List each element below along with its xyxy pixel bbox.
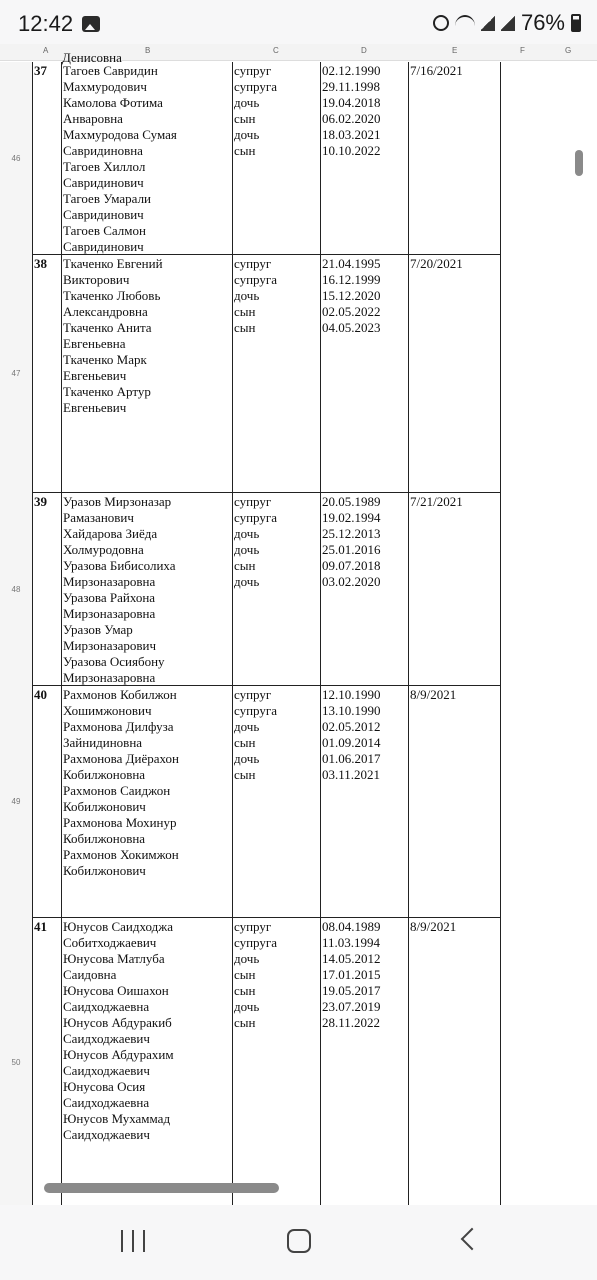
cell-border: [500, 686, 501, 918]
cell-border: [408, 493, 409, 686]
cell-border: [232, 62, 233, 255]
cell-border: [61, 255, 62, 493]
cell-border: [320, 493, 321, 686]
cell-border: [232, 255, 233, 493]
table-row[interactable]: [32, 493, 501, 686]
date-cell[interactable]: 8/9/2021: [410, 919, 457, 934]
column-header-b[interactable]: B: [145, 46, 151, 55]
record-number[interactable]: 39: [34, 494, 47, 509]
record-number[interactable]: 40: [34, 687, 47, 702]
cell-border: [61, 62, 62, 255]
vertical-scrollbar[interactable]: [575, 150, 583, 176]
recent-apps-icon[interactable]: [121, 1230, 145, 1252]
column-header-c[interactable]: C: [273, 46, 279, 55]
horizontal-scrollbar[interactable]: [44, 1183, 279, 1193]
cell-border: [32, 493, 33, 686]
date-cell[interactable]: 7/16/2021: [410, 63, 463, 78]
cell-border: [32, 255, 33, 493]
cell-border: [320, 62, 321, 255]
record-number[interactable]: 41: [34, 919, 47, 934]
relations-cell[interactable]: супруг супруга дочь сын сын дочь сын: [234, 919, 277, 1030]
home-icon[interactable]: [287, 1229, 311, 1253]
relations-cell[interactable]: супруг супруга дочь сын сын: [234, 256, 277, 335]
signal-icon: [481, 15, 495, 31]
column-header-f[interactable]: F: [520, 46, 525, 55]
spreadsheet-grid[interactable]: [0, 50, 597, 1205]
column-header-g[interactable]: G: [565, 46, 572, 55]
cell-border: [32, 62, 33, 255]
cell-border: [61, 918, 62, 1208]
birthdates-cell[interactable]: 21.04.1995 16.12.1999 15.12.2020 02.05.2022 04.05.2023: [322, 256, 381, 335]
relations-cell[interactable]: супруг супруга дочь дочь сын дочь: [234, 494, 277, 589]
names-cell[interactable]: Тагоев Савридин Махмуродович Камолова Фотима Анваровна Махмуродова Сумая Савридиновна Тагоев Хиллол Савридинович Тагоев Умарали Савридинович Тагоев Салмон Савридинович: [63, 63, 177, 254]
names-cell[interactable]: Юнусов Саидходжа Собитходжаевич Юнусова Матлуба Саидовна Юнусова Оишахон Саидходжаевна Юнусов Абдуракиб Саидходжаевич Юнусов Абдурахим Саидходжаевич Юнусова Осия Саидходжаевна Юнусов Мухаммад Саидходжаевич: [63, 919, 174, 1142]
cell-border: [320, 918, 321, 1208]
row-number[interactable]: 46: [11, 153, 21, 163]
cell-border: [61, 493, 62, 686]
birthdates-cell[interactable]: 12.10.1990 13.10.1990 02.05.2012 01.09.2014 01.06.2017 03.11.2021: [322, 687, 381, 782]
names-cell[interactable]: Рахмонов Кобилжон Хошимжонович Рахмонова Дилфуза Зайнидиновна Рахмонова Диёрахон Кобилжоновна Рахмонов Саиджон Кобилжонович Рахмонова Мохинур Кобилжоновна Рахмонов Хокимжон Кобилжонович: [63, 687, 179, 878]
table-row[interactable]: [32, 686, 501, 918]
column-header-d[interactable]: D: [361, 46, 367, 55]
column-header-a[interactable]: A: [43, 46, 49, 55]
birthdates-cell[interactable]: 02.12.1990 29.11.1998 19.04.2018 06.02.2020 18.03.2021 10.10.2022: [322, 63, 381, 158]
gallery-icon: [82, 16, 100, 32]
status-bar: [0, 0, 597, 44]
column-header-e[interactable]: E: [452, 46, 458, 55]
signal-icon: [501, 15, 515, 31]
relations-cell[interactable]: супруг супруга дочь сын дочь сын: [234, 687, 277, 782]
date-cell[interactable]: 8/9/2021: [410, 687, 457, 702]
cell-border: [408, 62, 409, 255]
battery-percent: 76%: [520, 10, 565, 35]
cell-border: [232, 686, 233, 918]
record-number[interactable]: 37: [34, 63, 47, 78]
names-cell[interactable]: Уразов Мирзоназар Рамазанович Хайдарова Зиёда Холмуродовна Уразова Бибисолиха Мирзоназаровна Уразова Райхона Мирзоназаровна Уразов Умар Мирзоназарович Уразова Осиябону Мирзоназаровна: [63, 494, 176, 685]
table-row[interactable]: [32, 255, 501, 493]
cell-border: [320, 686, 321, 918]
cell-border: [61, 686, 62, 918]
partial-cell-text: Денисовна: [62, 50, 122, 65]
cell-border: [320, 255, 321, 493]
record-number[interactable]: 38: [34, 256, 47, 271]
cell-border: [500, 493, 501, 686]
row-header-column: [0, 62, 33, 1205]
cell-border: [232, 493, 233, 686]
row-number[interactable]: 50: [11, 1058, 21, 1067]
cell-border: [32, 918, 33, 1208]
birthdates-cell[interactable]: 08.04.1989 11.03.1994 14.05.2012 17.01.2015 19.05.2017 23.07.2019 28.11.2022: [322, 919, 381, 1030]
cell-border: [408, 918, 409, 1208]
status-icons: [433, 10, 581, 36]
cell-border: [500, 918, 501, 1208]
cell-border: [408, 686, 409, 918]
row-number[interactable]: 48: [11, 584, 21, 594]
table-row[interactable]: [32, 918, 501, 1208]
alarm-icon: [433, 15, 449, 31]
relations-cell[interactable]: супруг супруга дочь сын дочь сын: [234, 63, 277, 158]
cell-border: [32, 686, 33, 918]
status-time: 12:42: [18, 11, 74, 36]
cell-border: [500, 62, 501, 255]
cell-border: [232, 918, 233, 1208]
table-row[interactable]: [32, 62, 501, 255]
date-cell[interactable]: 7/21/2021: [410, 494, 463, 509]
back-icon[interactable]: [461, 1228, 484, 1251]
row-number[interactable]: 47: [11, 369, 21, 378]
birthdates-cell[interactable]: 20.05.1989 19.02.1994 25.12.2013 25.01.2016 09.07.2018 03.02.2020: [322, 494, 381, 589]
date-cell[interactable]: 7/20/2021: [410, 256, 463, 271]
wifi-icon: [455, 15, 475, 31]
row-number[interactable]: 49: [11, 797, 21, 806]
navigation-bar: [0, 1205, 597, 1280]
cell-border: [500, 255, 501, 493]
names-cell[interactable]: Ткаченко Евгений Викторович Ткаченко Любовь Александровна Ткаченко Анита Евгеньевна Ткаченко Марк Евгеньевич Ткаченко Артур Евгеньевич: [63, 256, 163, 415]
cell-border: [408, 255, 409, 493]
battery-icon: [571, 14, 581, 32]
